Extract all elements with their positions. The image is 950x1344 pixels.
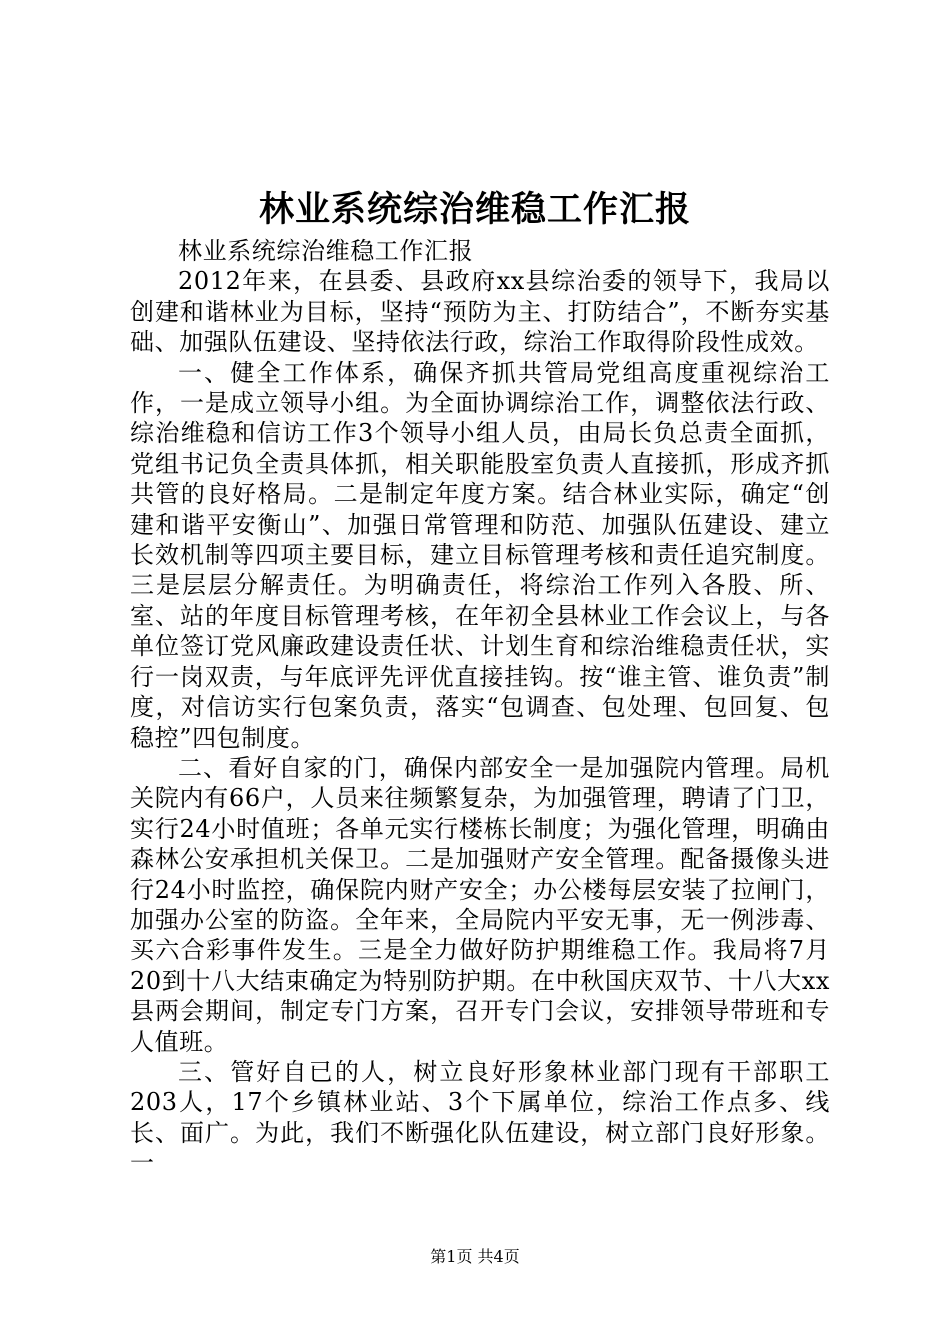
body-paragraph-section-2: 二、看好自家的门，确保内部安全一是加强院内管理。局机关院内有66户，人员来往频繁复杂，为加强管理，聘请了门卫，实行24小时值班；各单元实行楼栋长制度；为强化管理，明确由森林公安承担机关保卫。二是加强财产安全管理。配备摄像头进行24小时监控，确保院内财产安全；办公楼每层安装了拉闸门，加强办公室的防盗。全年来，全局院内平安无事，无一例涉毒、买六合彩事件发生。三是全力做好防护期维稳工作。我局将7月20到十八大结束确定为特别防护期。在中秋国庆双节、十八大xx县两会期间，制定专门方案，召开专门会议，安排领导带班和专人值班。: [130, 753, 830, 1056]
document-title: 林业系统综治维稳工作汇报: [258, 189, 691, 230]
body-paragraph-subtitle: 林业系统综治维稳工作汇报: [178, 237, 474, 265]
body-paragraph-intro: 2012年来，在县委、县政府xx县综治委的领导下，我局以创建和谐林业为目标，坚持“预防为主、打防结合”，不断夯实基础、加强队伍建设、坚持依法行政，综治工作取得阶段性成效。: [130, 267, 830, 357]
document-body: [130, 236, 830, 1179]
page-footer: 第1页 共4页: [430, 1247, 520, 1266]
body-paragraph-section-1: 一、健全工作体系，确保齐抓共管局党组高度重视综治工作，一是成立领导小组。为全面协调综治工作，调整依法行政、综治维稳和信访工作3个领导小组人员，由局长负总责全面抓，党组书记负全责具体抓，相关职能股室负责人直接抓，形成齐抓共管的良好格局。二是制定年度方案。结合林业实际，确定“创建和谐平安衡山”、加强日常管理和防范、加强队伍建设、建立长效机制等四项主要目标，建立目标管理考核和责任追究制度。三是层层分解责任。为明确责任，将综治工作列入各股、所、室、站的年度目标管理考核，在年初全县林业工作会议上，与各单位签订党风廉政建设责任状、计划生育和综治维稳责任状，实行一岗双责，与年底评先评优直接挂钩。按“谁主管、谁负责”制度，对信访实行包案负责，落实“包调查、包处理、包回复、包稳控”四包制度。: [130, 358, 830, 752]
body-paragraph-section-3: 三、管好自已的人，树立良好形象林业部门现有干部职工203人，17个乡镇林业站、3个下属单位，综治工作点多、线长、面广。为此，我们不断强化队伍建设，树立部门良好形象。一: [130, 1057, 830, 1178]
